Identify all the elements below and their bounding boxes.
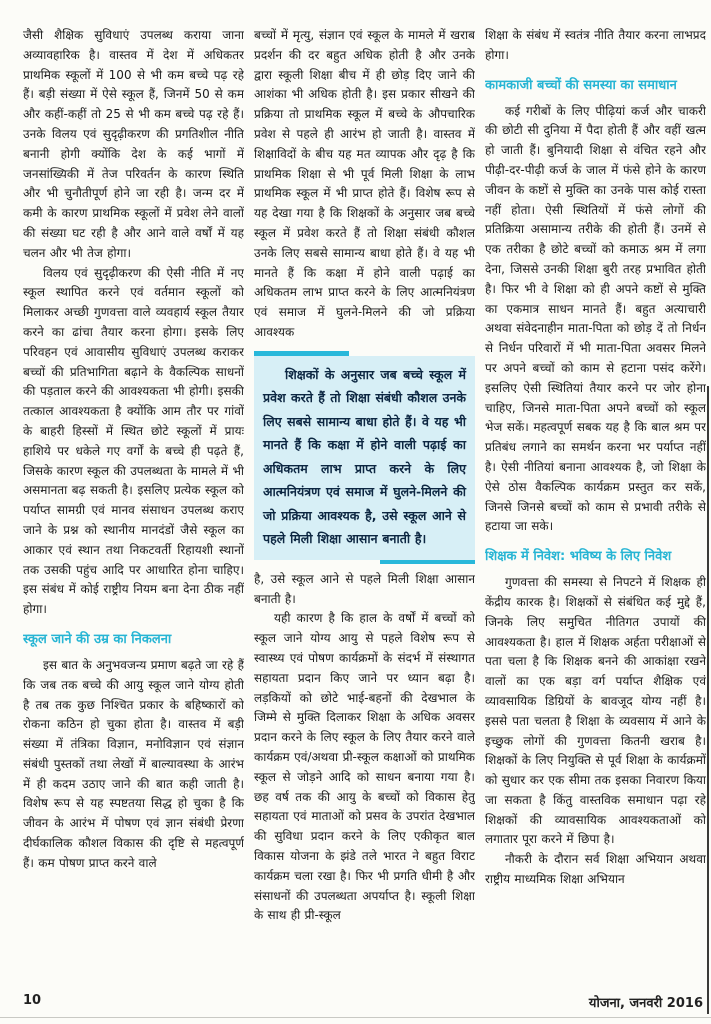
article-paragraph: नौकरी के दौरान सर्व शिक्षा अभियान अथवा राष्ट्रीय माध्यमिक शिक्षा अभियान [485,852,706,887]
section-heading-school-age: स्कूल जाने की उम्र का निकलना [23,631,172,647]
column-left [23,26,244,966]
article-paragraph: यही कारण है कि हाल के वर्षों में बच्चों को स्कूल जाने योग्य आयु से पहले विशेष रूप से स्वास्थ्य एवं पोषण कार्यक्रमों के संदर्भ में संस्थागत सहायता प्रदान किए जाने पर ध्यान बढ़ा है। लड़कियों को छोटे भाई-बहनों की देखभाल के जिम्मे से मुक्ति दिलाकर शिक्षा के अधिक अवसर प्रदान करने के लिए स्कूल के लिए तैयार करने वाले कार्यक्रम एवं/अथवा प्री-स्कूल कक्षाओं को प्राथमिक स्कूल से जोड़ने आदि को साधन बनाया गया है। छह वर्ष तक की आयु के बच्चों को विकास हेतु सहायता एवं माताओं को प्रसव के उपरांत देखभाल की सुविधा प्रदान करने के लिए एकीकृत बाल विकास योजना के झंडे तले भारत ने बहुत विराट कार्यक्रम चला रखा है। फिर भी प्रगति धीमी है और संसाधनों की उपलब्धता अपर्याप्त है। स्कूली शिक्षा के साथ ही प्री-स्कूल [254,611,475,923]
article-paragraph: कई गरीबों के लिए पीढ़ियां कर्ज और चाकरी की छोटी सी दुनिया में पैदा होती हैं और वहीं खत्म हो जाती हैं। बुनियादी शिक्षा से वंचित रहने और पीढ़ी-दर-पीढ़ी कर्ज के जाल में फंसे होने के कारण जीवन के कष्टों से मुक्ति का उनके पास कोई रास्ता नहीं होता। ऐसी स्थितियों में फंसे लोगों की प्रतिक्रिया असामान्य तरीके की होती हैं। उनमें से एक तरीका है छोटे बच्चों को कमाऊ श्रम में लगा देना, जिससे उनकी शिक्षा बुरी तरह प्रभावित होती है। फिर भी वे शिक्षा को ही अपने कष्टों से मुक्ति का एकमात्र साधन मानते हैं। बहुत अत्याचारी अथवा संवेदनाहीन माता-पिता को छोड़ दें तो निर्धन से निर्धन परिवारों में भी माता-पिता अवसर मिलने पर अपने बच्चों को काम से हटाना पसंद करेंगे। इसलिए ऐसी स्थितियां तैयार करने पर जोर होना चाहिए, जिनसे माता-पिता अपने बच्चों को स्कूल भेज सकें। महत्वपूर्ण सबक यह है कि बाल श्रम पर प्रतिबंध लगाने का समर्थन करना भर पर्याप्त नहीं है। ऐसी नीतियां बनाना आवश्यक है, जो शिक्षा के ऐसे ठोस वैकल्पिक कार्यक्रम प्रस्तुत कर सकें, जिनसे जिनसे बच्चों को काम से प्रभावी तरीके से हटाया जा सके। [485,103,706,534]
pull-quote-text: शिक्षकों के अनुसार जब बच्चे स्कूल में प्रवेश करते हैं तो शिक्षा संबंधी कौशल उनके लिए सबसे सामान्य बाधा होते हैं। वे यह भी मानते हैं कि कक्षा में होने वाली पढ़ाई का अधिकतम लाभ प्राप्त करने के लिए आत्मनियंत्रण एवं समाज में घुलने-मिलने की जो प्रक्रिया आवश्यक है, उसे स्कूल आने से पहले मिली शिक्षा आसान बनाती है। [263,366,466,547]
journal-name-date: योजना, जनवरी 2016 [588,996,703,1011]
pull-quote-block [254,351,475,564]
scan-edge-artifact [707,386,709,1014]
article-paragraph: इस बात के अनुभवजन्य प्रमाण बढ़ते जा रहे हैं कि जब तक बच्चे की आयु स्कूल जाने योग्य होती है तब तक कुछ निश्चित प्रकार के बहिष्कारों को रोकना कठिन हो चुका होता है। वास्तव में बड़ी संख्या में तंत्रिका विज्ञान, मनोविज्ञान एवं संज्ञान संबंधी पुस्तकों तथा लेखों में बाल्यावस्था के आरंभ में ही कदम उठाए जाने की बात कही जाती है। विशेष रूप से यह स्पष्टतया सिद्ध हो चुका है कि जीवन के आरंभ में पोषण एवं ज्ञान संबंधी प्रेरणा दीर्घकालिक कौशल विकास की दृष्टि से महत्वपूर्ण हैं। कम पोषण प्राप्त करने वाले [23,657,244,870]
section-heading-teacher-investment: शिक्षक में निवेश: भविष्य के लिए निवेश [485,549,672,565]
article-paragraph: गुणवत्ता की समस्या से निपटने में शिक्षक ही केंद्रीय कारक है। शिक्षकों से संबंधित कई मुद्दे हैं, जिनके लिए समुचित नीतिगत उपायों की आवश्यकता है। हाल में शिक्षक अर्हता परीक्षाओं से पता चला है कि शिक्षक बनने की आकांक्षा रखने वालों का एक बड़ा वर्ग पर्याप्त शैक्षिक एवं व्यावसायिक डिग्रियों के बावजूद योग्य नहीं है। इससे पता चलता है शिक्षा के व्यवसाय में आने के इच्छुक लोगों की गुणवत्ता कितनी खराब है। शिक्षकों के लिए नियुक्ति से पूर्व शिक्षा के कार्यक्रमों को सुधार कर एक सीमा तक इसका निवारण किया जा सकता है किंतु वास्तविक समाधान पढ़ा रहे शिक्षकों की व्यावसायिक आवश्यकताओं को लगातार पूरा करने में छिपा है। [485,575,706,847]
pull-quote-box [254,356,475,560]
article-paragraph: जैसी शैक्षिक सुविधाएं उपलब्ध कराया जाना अव्यावहारिक है। वास्तव में देश में अधिकतर प्राथमिक स्कूलों में 100 से भी कम बच्चे पढ़ रहे हैं। बड़ी संख्या में ऐसे स्कूल हैं, जिनमें 50 से कम और कहीं-कहीं तो 25 से भी कम बच्चे पढ़ रहे हैं। उनके विलय एवं सुदृढ़ीकरण की प्रगतिशील नीति बनानी होगी क्योंकि देश के कई भागों में जनसांख्यिकी में तेज परिवर्तन के कारण स्थिति और भी चुनौतीपूर्ण होने जा रही है। जन्म दर में कमी के कारण प्राथमिक स्कूलों में प्रवेश लेने वालों की संख्या घट रही है और आने वाले वर्षों में यह चलन और भी तेज होगा। [23,28,244,260]
article-paragraph: शिक्षा के संबंध में स्वतंत्र नीति तैयार करना लाभप्रद होगा। [485,28,706,62]
column-right [485,26,706,966]
column-middle [254,26,475,966]
article-paragraph: बच्चों में मृत्यु, संज्ञान एवं स्कूल के मामले में खराब प्रदर्शन की दर बहुत अधिक होती है और उनके द्वारा स्कूली शिक्षा बीच में ही छोड़ दिए जाने की आशंका भी अधिक होती है। इस प्रकार सीखने की प्रक्रिया तो प्राथमिक स्कूल में बच्चे के औपचारिक प्रवेश से पहले ही आरंभ हो जाती है। वास्तव में शिक्षाविदों के बीच यह मत व्यापक और दृढ़ है कि प्राथमिक शिक्षा से भी पूर्व मिली शिक्षा के लाभ प्राथमिक स्कूल में भी प्राप्त होते हैं। विशेष रूप से यह देखा गया है कि शिक्षकों के अनुसार जब बच्चे स्कूल में प्रवेश करते हैं तो शिक्षा संबंधी कौशल उनके लिए सबसे सामान्य बाधा होते हैं। वे यह भी मानते हैं कि कक्षा में होने वाली पढ़ाई का अधिकतम लाभ प्राप्त करने के लिए आत्मनियंत्रण एवं समाज में घुलने-मिलने की जो प्रक्रिया आवश्यक [254,28,475,339]
pull-quote-bottom-accent-bar [380,560,475,564]
article-paragraph: विलय एवं सुदृढ़ीकरण की ऐसी नीति में नए स्कूल स्थापित करने एवं वर्तमान स्कूलों को मिलाकर अच्छी गुणवत्ता वाले व्यवहार्य स्कूल तैयार करने का ढांचा तैयार करना होगा। इसके लिए परिवहन एवं आवासीय सुविधाएं उपलब्ध कराकर बच्चों की प्रतिभागिता बढ़ाने के वैकल्पिक साधनों की पड़ताल करने की आवश्यकता भी होगी। इसकी तत्काल आवश्यकता है क्योंकि आम तौर पर गांवों के बाहरी हिस्सों में स्थित छोटे स्कूलों में प्रायः हाशिये पर धकेले गए वर्गों के बच्चे ही पढ़ते हैं, जिसके कारण स्कूल की उपलब्धता के मामले में भी असमानता बढ़ सकती है। इसलिए प्रत्येक स्कूल को पर्याप्त सामग्री एवं मानव संसाधन उपलब्ध कराए जाने के प्रश्न को स्थानीय मानदंडों जैसे स्कूल का आकार एवं स्थान तथा निकटवर्ती रिहायशी स्थानों तक उसकी पहुंच आदि पर आधारित होना चाहिए। इस संबंध में कोई राष्ट्रीय नियम बना देना ठीक नहीं होगा। [23,265,244,617]
section-heading-working-children: कामकाजी बच्चों की समस्या का समाधान [485,77,677,93]
footer-divider-line [0,1017,711,1018]
article-paragraph: है, उसे स्कूल आने से पहले मिली शिक्षा आसान बनाती है। [254,571,475,606]
page-number: 10 [23,993,42,1008]
page-footer [0,993,711,1015]
